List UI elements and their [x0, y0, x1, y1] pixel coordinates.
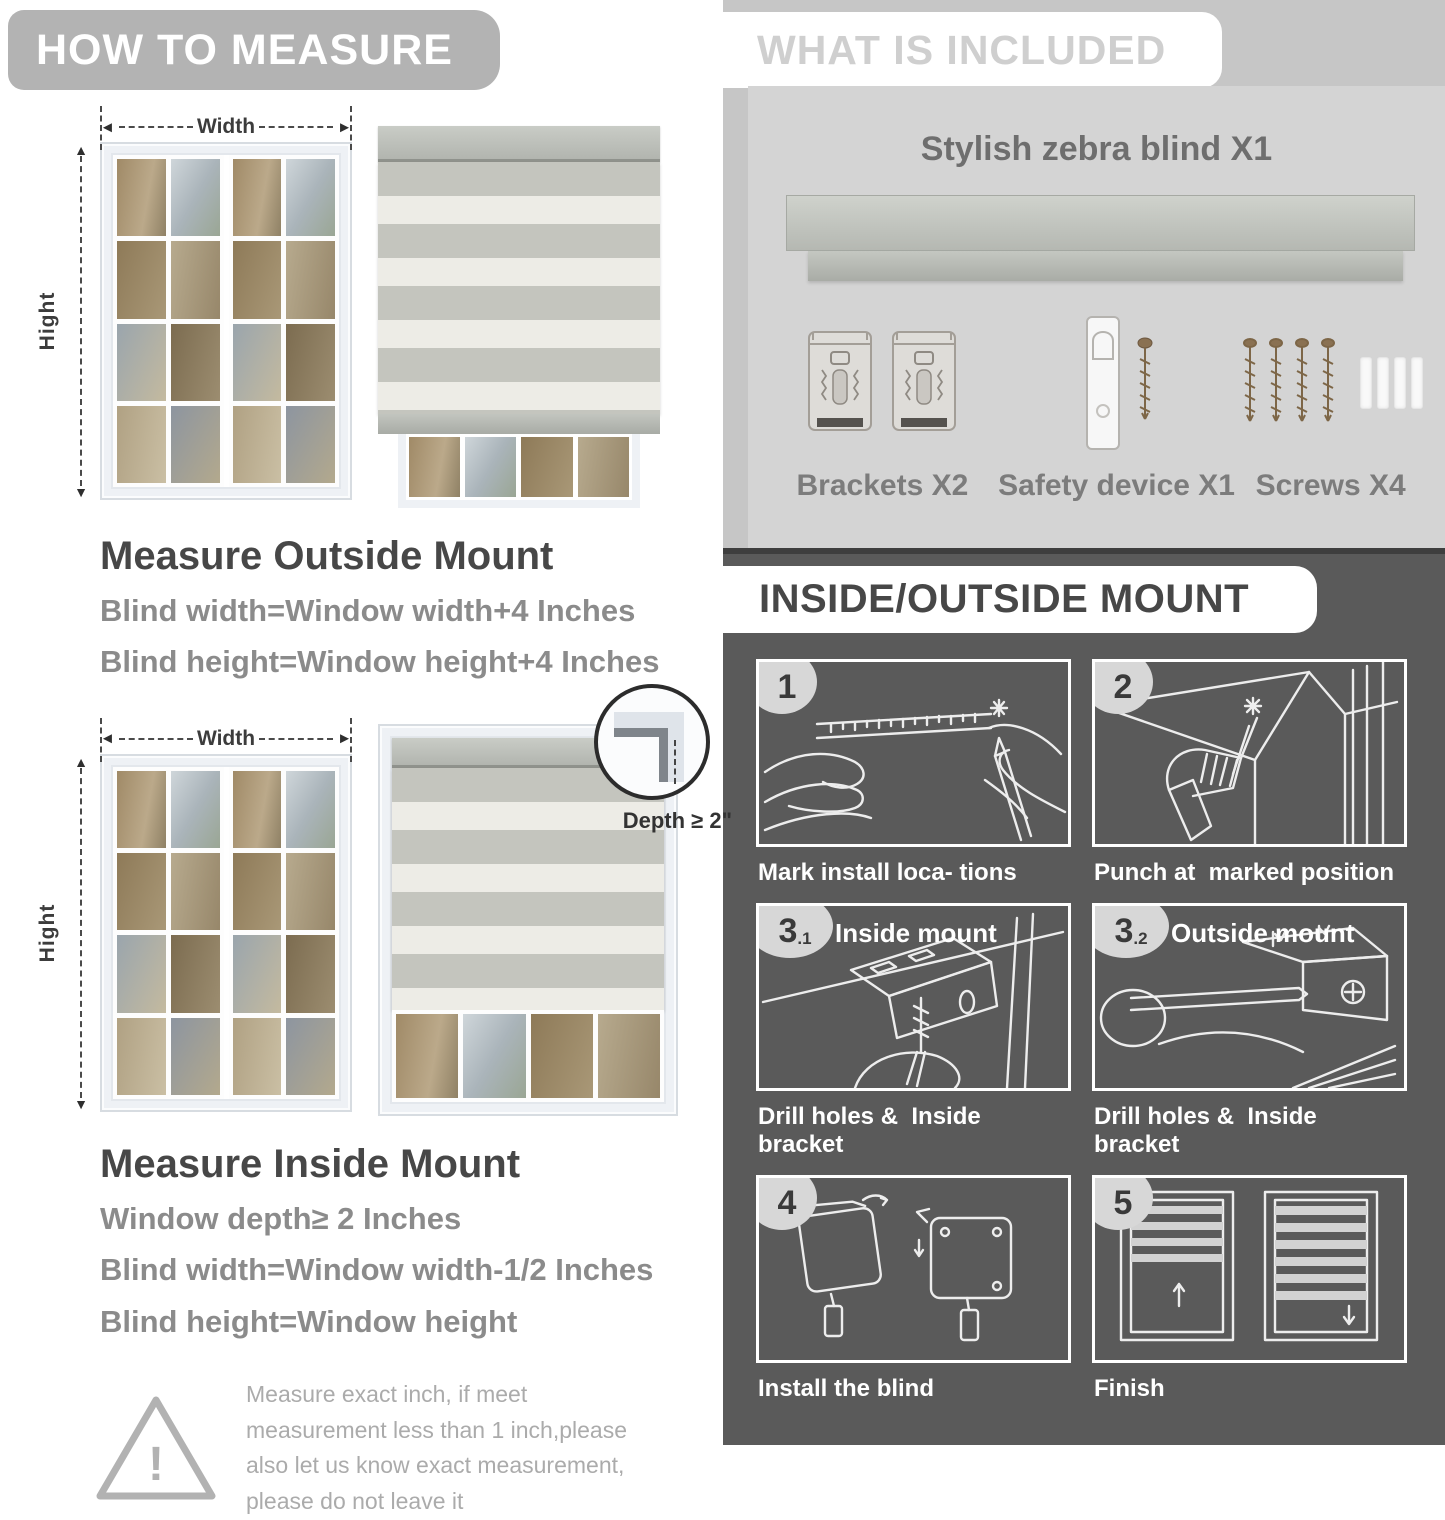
glass-pane: [465, 437, 516, 497]
arrow-up-icon: ▲: [74, 753, 88, 770]
step-4: [756, 1175, 1071, 1403]
measurement-warning: [92, 1377, 723, 1520]
glass-pane: [117, 853, 166, 930]
arrow-down-icon: ▼: [74, 484, 88, 500]
glass-pane: [598, 1014, 660, 1098]
window-illustration-inside: [36, 724, 352, 1116]
glass-pane: [286, 241, 335, 318]
glass-pane: [286, 159, 335, 236]
step-3-1: [756, 903, 1071, 1159]
step-number-badge: 3 .1: [756, 903, 833, 958]
how-to-measure-header: [8, 10, 500, 90]
instruction-line: Blind height=Window height: [100, 1303, 518, 1339]
screws-icon: [1238, 335, 1342, 431]
height-label: Hight: [36, 291, 59, 351]
glass-pane: [233, 406, 282, 483]
step-3-2-caption: Drill holes & Inside bracket: [1094, 1103, 1324, 1158]
window-bottom-sliver: [398, 434, 641, 508]
exclamation-glyph: !: [148, 1438, 164, 1492]
inside-mount-heading: Measure Inside Mount: [100, 1141, 521, 1186]
step-1: [756, 659, 1071, 887]
window-illustration-outside: [36, 112, 352, 508]
glass-pane: [531, 1014, 593, 1098]
glass-pane: [171, 159, 220, 236]
blind-headrail: [378, 126, 660, 162]
outside-mount-blind-illustration: [378, 126, 660, 508]
step-3-1-caption: Drill holes & Inside bracket: [758, 1103, 988, 1158]
glass-pane: [286, 853, 335, 930]
glass-pane: [233, 771, 282, 848]
step-5: [1092, 1175, 1407, 1403]
included-item-safety-device: [998, 315, 1235, 503]
arrow-right-icon: ►: [337, 730, 352, 748]
step-number-badge: 4: [756, 1175, 817, 1230]
inside-mount-figures: [36, 724, 732, 1116]
inside-mount-instructions: [100, 1197, 723, 1343]
step-2: [1092, 659, 1407, 887]
glass-pane: [286, 406, 335, 483]
step-3-1-title: Inside mount: [835, 918, 997, 948]
glass-pane: [171, 935, 220, 1012]
mount-title: INSIDE/OUTSIDE MOUNT: [759, 577, 1250, 621]
glass-pane: [171, 241, 220, 318]
height-label: Hight: [36, 903, 59, 963]
glass-pane: [171, 853, 220, 930]
glass-pane: [233, 1018, 282, 1095]
included-item-screws: [1230, 315, 1431, 503]
blind-bottom-rail: [378, 414, 660, 434]
arrow-up-icon: ▲: [74, 142, 88, 158]
height-annotation: [36, 142, 100, 500]
glass-pane: [117, 771, 166, 848]
glass-pane: [117, 1018, 166, 1095]
glass-pane: [521, 437, 572, 497]
glass-pane: [233, 324, 282, 401]
wall-anchors-icon: [1360, 357, 1423, 409]
glass-pane: [286, 1018, 335, 1095]
step-1-caption: Mark install loca- tions: [758, 859, 1017, 886]
what-is-included-section: [723, 0, 1445, 548]
step-5-panel: [1092, 1175, 1407, 1363]
mount-header: [723, 566, 1317, 633]
brackets-label: Brackets X2: [796, 469, 969, 502]
window-photo: [100, 142, 352, 500]
step-3-2-panel: [1092, 903, 1407, 1091]
glass-pane: [171, 1018, 220, 1095]
glass-pane: [117, 159, 166, 236]
step-3-2-title: Outside mount: [1171, 918, 1355, 948]
glass-pane: [233, 159, 282, 236]
right-column: [723, 0, 1445, 1445]
headrail-product-image: [786, 195, 1415, 281]
glass-pane: [396, 1014, 458, 1098]
outside-mount-figures: [36, 112, 723, 508]
width-annotation: [100, 724, 352, 754]
instruction-line: Window depth≥ 2 Inches: [100, 1200, 462, 1236]
step-number-badge: 3 .2: [1092, 903, 1169, 958]
step-5-caption: Finish: [1094, 1375, 1165, 1402]
depth-magnifier-icon: [594, 684, 710, 800]
step-number-badge: 5: [1092, 1175, 1153, 1230]
outside-mount-instructions: [100, 589, 723, 684]
width-label: Width: [196, 115, 256, 138]
step-4-caption: Install the blind: [758, 1375, 935, 1402]
glass-pane: [463, 1014, 525, 1098]
installation-steps-grid: [723, 633, 1445, 1419]
glass-pane: [233, 935, 282, 1012]
what-is-included-title: WHAT IS INCLUDED: [757, 26, 1167, 73]
arrow-left-icon: ◄: [100, 118, 115, 136]
glass-pane: [409, 437, 460, 497]
inside-outside-mount-section: [723, 548, 1445, 1445]
step-2-caption: Punch at marked position: [1094, 859, 1395, 886]
safety-device-icon: [1081, 315, 1125, 451]
step-number-badge: 1: [756, 659, 817, 714]
arrow-left-icon: ◄: [100, 730, 115, 748]
arrow-right-icon: ►: [337, 118, 352, 136]
width-tick-left: [100, 106, 102, 150]
step-1-panel: [756, 659, 1071, 847]
screws-label: Screws X4: [1255, 469, 1406, 502]
outside-mount-heading: Measure Outside Mount: [100, 534, 554, 578]
how-to-measure-title: HOW TO MEASURE: [36, 25, 453, 74]
arrow-down-icon: ▼: [74, 1095, 88, 1112]
glass-pane: [117, 324, 166, 401]
step-3-1-panel: [756, 903, 1071, 1091]
included-panel: [748, 86, 1445, 548]
safety-device-label: Safety device X1: [998, 469, 1235, 502]
included-items-row: [748, 315, 1445, 503]
blind-fabric-stripes: [392, 768, 664, 1010]
step-2-panel: [1092, 659, 1407, 847]
bracket-icon: [804, 324, 876, 442]
instruction-line: Blind height=Window height+4 Inches: [100, 644, 660, 680]
height-annotation: [36, 753, 100, 1112]
instruction-line: Blind width=Window width+4 Inches: [100, 593, 636, 628]
instruction-line: Blind width=Window width-1/2 Inches: [100, 1252, 654, 1288]
warning-text: Measure exact inch, if meet measurement less than 1 inch,please also let us know exact measurement, please do not leave it: [246, 1380, 627, 1514]
product-label: Stylish zebra blind X1: [920, 130, 1273, 168]
glass-pane: [117, 406, 166, 483]
window-glass-below-blind: [392, 1010, 664, 1102]
depth-label: Depth ≥ 2": [622, 807, 732, 833]
glass-pane: [171, 406, 220, 483]
glass-pane: [171, 324, 220, 401]
what-is-included-header: [723, 12, 1222, 88]
glass-pane: [286, 324, 335, 401]
glass-pane: [286, 935, 335, 1012]
inside-mount-blind-illustration: [378, 724, 732, 1116]
included-item-brackets: [762, 315, 1003, 503]
glass-pane: [233, 853, 282, 930]
blind-fabric-stripes: [378, 162, 660, 414]
glass-pane: [117, 241, 166, 318]
width-label: Width: [196, 726, 256, 750]
glass-pane: [171, 771, 220, 848]
window-door-right: [229, 155, 340, 487]
step-number-badge: 2: [1092, 659, 1153, 714]
screw-icon: [1137, 337, 1153, 429]
glass-pane: [286, 771, 335, 848]
width-annotation: [100, 112, 352, 142]
glass-pane: [578, 437, 629, 497]
window-photo: [100, 754, 352, 1112]
window-door-left: [113, 155, 224, 487]
bracket-icon: [888, 324, 960, 442]
glass-pane: [233, 241, 282, 318]
width-tick-right: [350, 106, 352, 150]
step-3-2: [1092, 903, 1407, 1159]
step-4-panel: [756, 1175, 1071, 1363]
warning-triangle-icon: [92, 1392, 220, 1504]
glass-pane: [117, 935, 166, 1012]
